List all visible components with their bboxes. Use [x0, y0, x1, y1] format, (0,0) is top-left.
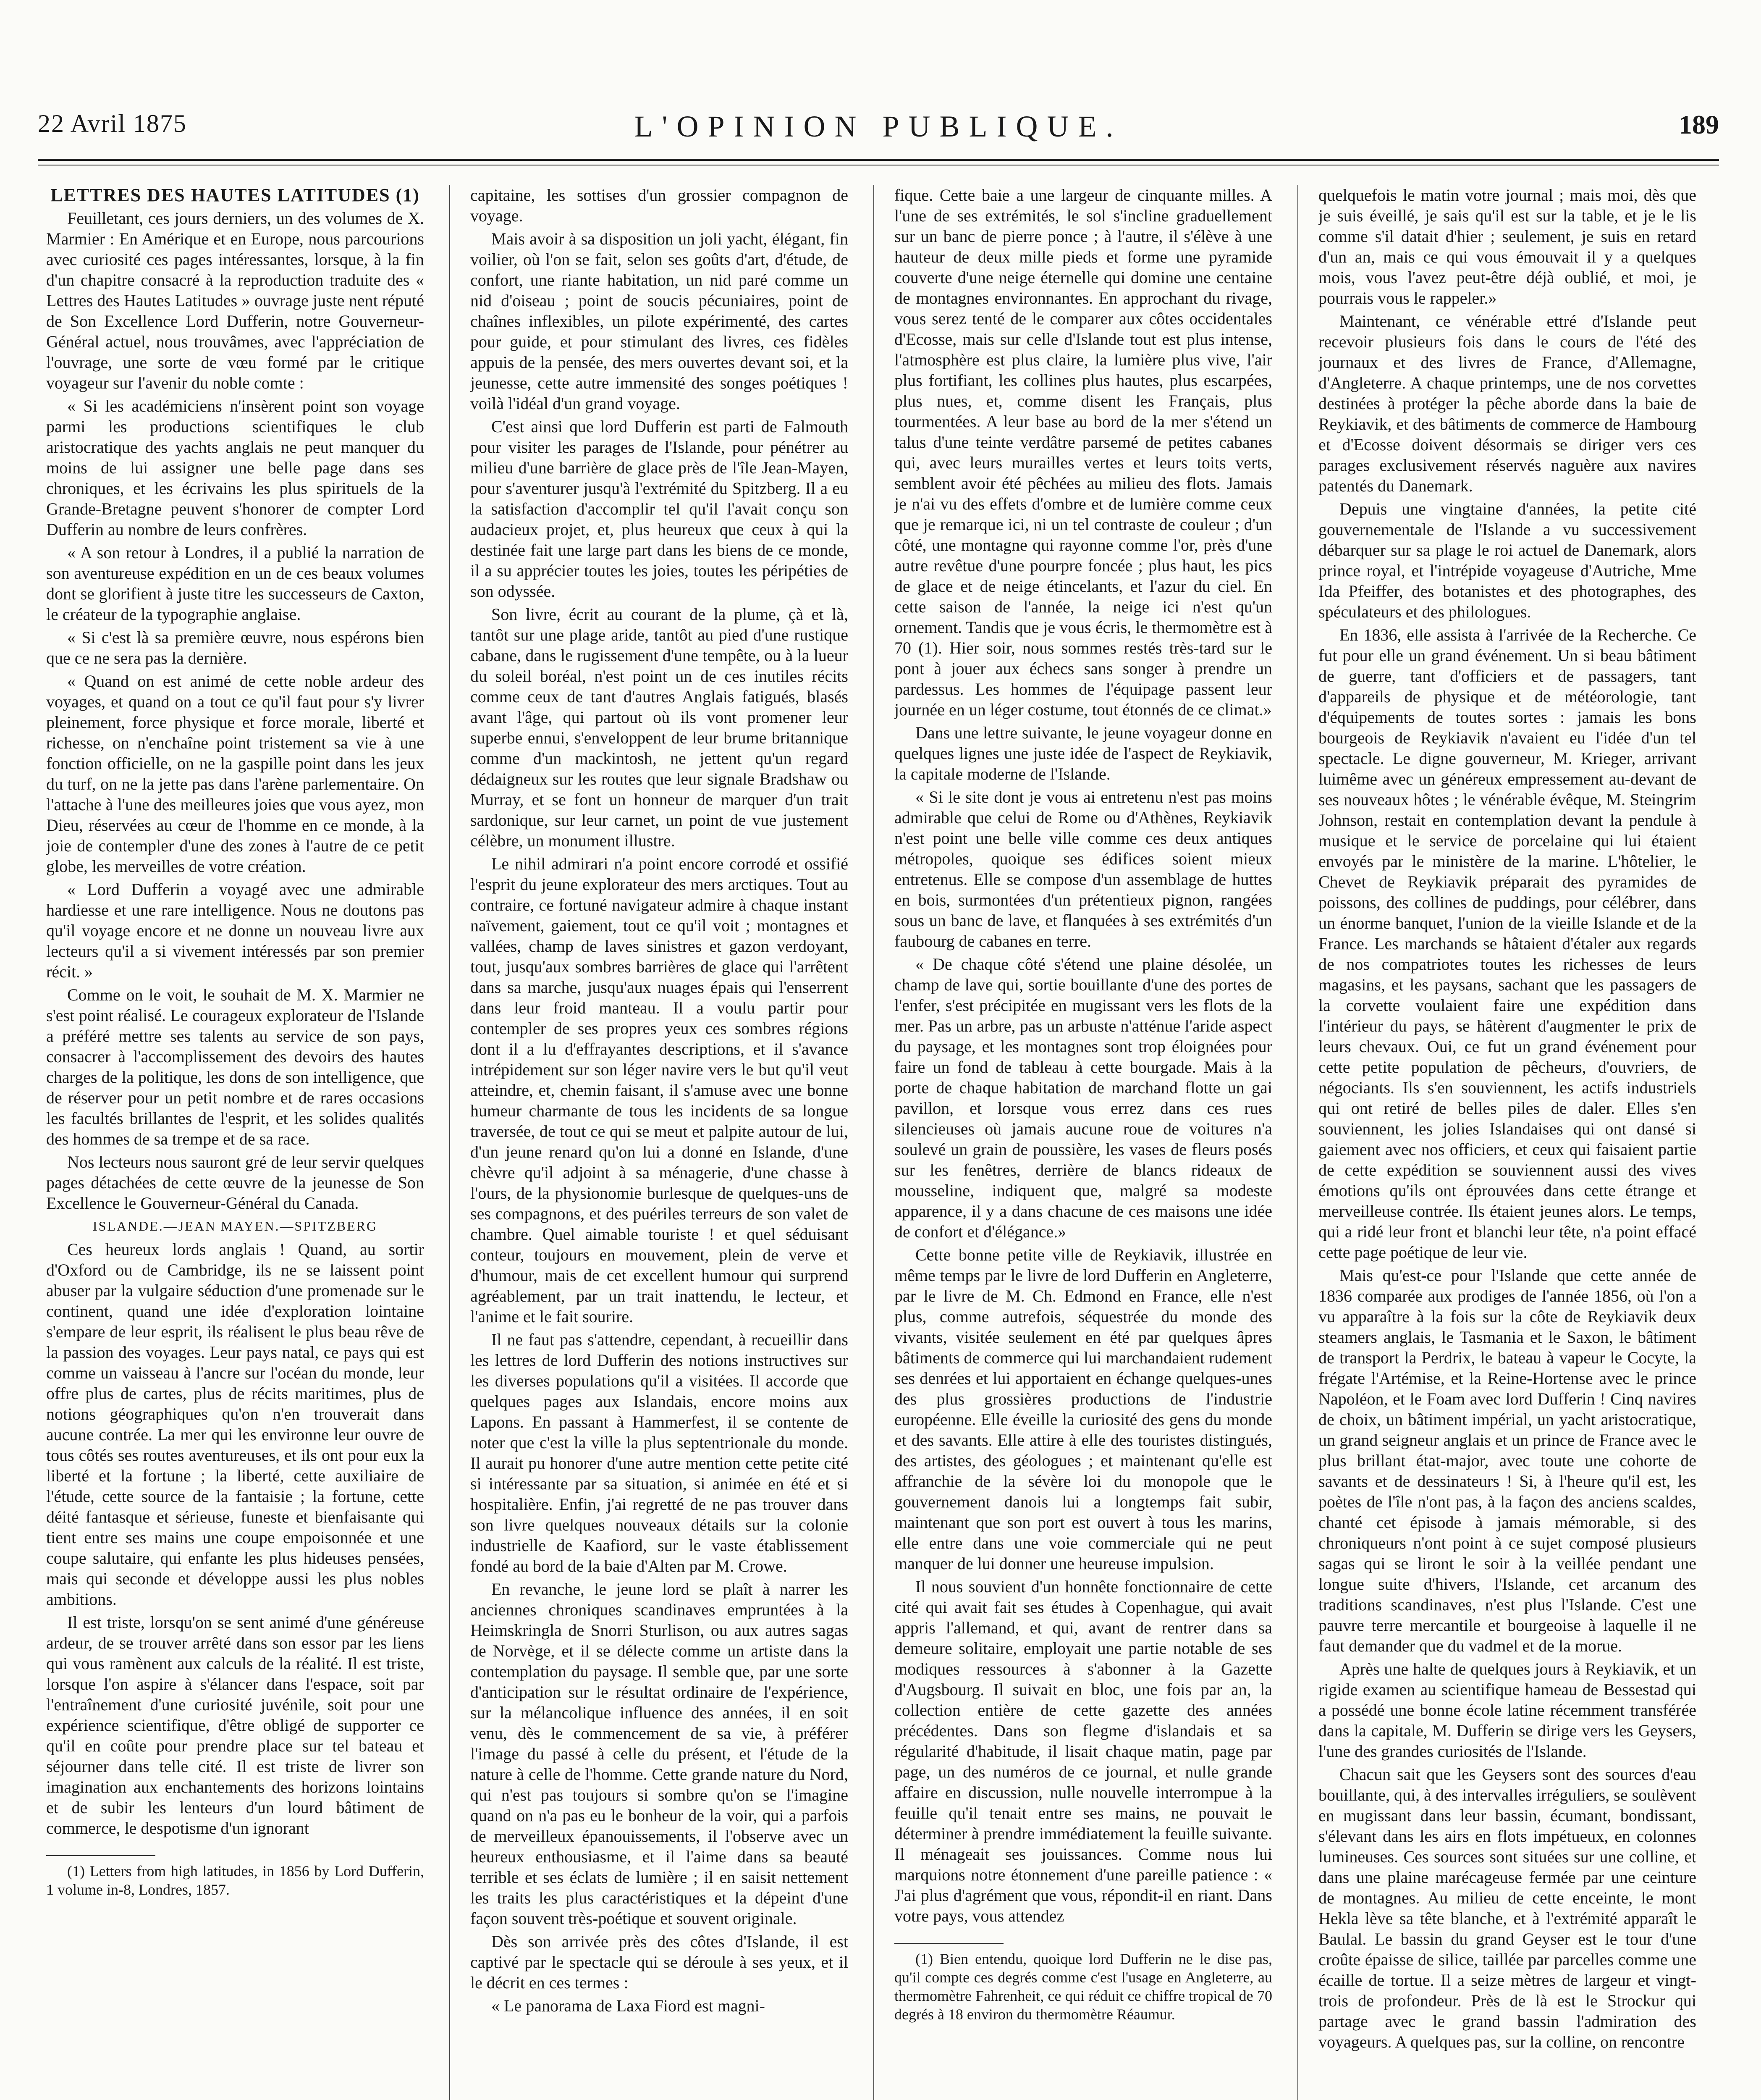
column-divider	[873, 185, 874, 2100]
issue-date: 22 Avril 1875	[38, 110, 187, 137]
paragraph: Son livre, écrit au courant de la plume, çà et là, tantôt sur une plage aride, tantôt au pied d'une rustique cabane, dans le rugissement d'une tempête, ou à la lueur du soleil boréal, n'est point un de ces inutiles récits comme ceux de tant d'autres Anglais fatigués, blasés avant l'âge, qui partout où ils vont promener leur superbe ennui, s'enveloppent de leur brume britannique comme d'un mackintosh, ne jettent qu'un regard dédaigneux sur les routes que leur signale Bradshaw ou Murray, et se font un honneur de marquer d'un trait sardonique, sur leur carnet, un point de vue justement célèbre, un monument illustre.	[470, 605, 848, 850]
column-4	[1318, 185, 1696, 2100]
paragraph: Ces heureux lords anglais ! Quand, au sortir d'Oxford ou de Cambridge, ils ne se laissent point abuser par la vulgaire séduction d'une promenade sur le continent, quand une idée d'exploration lointaine s'empare de leur esprit, ils réalisent le plus beau rêve de la passion des voyages. Leur pays natal, ce pays qui est comme un vaisseau à l'ancre sur l'océan du monde, leur offre plus de cartes, plus de récits maritimes, plus de notions géographiques qu'on n'en trouverait dans aucune contrée. La mer qui les environne leur ouvre de tous côtés ses routes aventureuses, et ils ont pour eux la liberté et la fortune ; la liberté, cette auxiliaire de l'étude, cette source de la fantaisie ; la fortune, cette déité fantasque et sérieuse, funeste et bienfaisante qui tient entre ses mains une coupe empoisonnée et une coupe salutaire, qui enfante les plus hideuses pensées, mais qui seconde et développe aussi les plus nobles ambitions.	[46, 1240, 424, 1609]
paragraph: Dans une lettre suivante, le jeune voyageur donne en quelques lignes une juste idée de l'aspect de Reykiavik, la capitale moderne de l'Islande.	[894, 723, 1272, 783]
paragraph: Il nous souvient d'un honnête fonctionnaire de cette cité qui avait fait ses études à Copenhague, qui avait appris l'allemand, et qui, avant de rentrer dans sa demeure solitaire, employait une partie notable de ses modiques ressources à s'abonner à la Gazette d'Augsbourg. Il suivait en bloc, une fois par an, la collection entière de cette gazette des années précédentes. Dans son flegme d'islandais et sa régularité d'habitude, il lisait chaque matin, page par page, un des numéros de ce journal, et nulle grande affaire en discussion, nulle nouvelle interrompue à la feuille qu'il tenait entre ses mains, ne pouvait le déterminer à prendre immédiatement la feuille suivante. Il ménageait ses jouissances. Comme nous lui marquions notre étonnement d'une pareille patience : « J'ai plus d'agrément que vous, répondit-il en riant. Dans votre pays, vous attendez	[894, 1577, 1272, 1925]
paragraph: Il ne faut pas s'attendre, cependant, à recueillir dans les lettres de lord Dufferin des notions instructives sur les diverses populations qu'il a visitées. Il accorde que quelques pages aux Islandais, encore moins aux Lapons. En passant à Hammerfest, il se contente de noter que c'est la ville la plus septentrionale du monde. Il aurait pu honorer d'une autre mention cette petite cité si intéressante par sa situation, si animée en été et si hospitalière. Enfin, j'ai regretté de ne pas trouver dans son livre quelques nouveaux détails sur la colonie industrielle de Kaafiord, sur le vaste établissement fondé au bord de la baie d'Alten par M. Crowe.	[470, 1330, 848, 1575]
paragraph: Cette bonne petite ville de Reykiavik, illustrée en même temps par le livre de lord Dufferin en Angleterre, par le livre de M. Ch. Edmond en France, elle n'est plus, comme autrefois, séquestrée du monde des vivants, visitée seulement en été par quelques âpres bâtiments de commerce qui lui marchandaient rudement ses denrées et lui apportaient en échange quelques-unes des plus grossières productions de l'industrie européenne. Elle éveille la curiosité des gens du monde et des savants. Elle attire à elle des touristes distingués, des artistes, des géologues ; et maintenant qu'elle est affranchie de la sévère loi du monopole que le gouvernement danois lui a longtemps fait subir, maintenant que son port est ouvert à tous les marins, elle entre dans une voie commerciale qui ne peut manquer de lui donner une heureuse impulsion.	[894, 1245, 1272, 1573]
column-divider	[449, 185, 450, 2100]
column-1	[46, 185, 424, 2100]
paragraph: Mais qu'est-ce pour l'Islande que cette année de 1836 comparée aux prodiges de l'année 1856, où l'on a vu apparaître à la fois sur la côte de Reykiavik deux steamers anglais, le Tasmania et le Saxon, le bâtiment de transport la Perdrix, le bateau à vapeur le Cocyte, la frégate l'Artémise, et la Reine-Hortense avec le prince Napoléon, et le Foam avec lord Dufferin ! Cinq navires de choix, un bâtiment impérial, un yacht aristocratique, un grand seigneur anglais et un prince de France avec le plus brillant état-major, avec toute une cohorte de savants et de dessinateurs ! Si, à l'heure qu'il est, les poètes de l'île n'ont pas, à la façon des anciens scaldes, chanté cet épisode à jamais mémorable, si des chroniqueurs n'ont point à ce sujet composé plusieurs sagas qui se liront le soir à la veillée pendant une longue suite d'hivers, l'Islande, cet arcanum des traditions scandinaves, n'est plus l'Islande. C'est une pauvre terre mercantile et bourgeoise à laquelle il ne faut demander que du vadmel et de la morue.	[1318, 1266, 1696, 1655]
paragraph: « Lord Dufferin a voyagé avec une admirable hardiesse et une rare intelligence. Nous ne doutons pas qu'il voyage encore et ne donne un nouveau livre aux lecteurs qu'il a si vivement intéressés par son premier récit. »	[46, 880, 424, 981]
footnote-rule	[46, 1855, 155, 1856]
header-rule-thick	[38, 159, 1719, 161]
paragraph: « Quand on est animé de cette noble ardeur des voyages, et quand on a tout ce qu'il faut pour s'y livrer pleinement, force physique et force morale, liberté et richesse, on n'enchaîne point tristement sa vie à une fonction officielle, on ne la gaspille point dans les jeux du turf, on ne la jette pas dans l'arène parlementaire. On l'attache à l'une des meilleures joies que vous ayez, mon Dieu, réservées au cœur de l'homme en ce monde, à la joie de contempler d'une des zones à l'autre de ce petit globe, les merveilles de votre création.	[46, 672, 424, 876]
paragraph: « Si c'est là sa première œuvre, nous espérons bien que ce ne sera pas la dernière.	[46, 628, 424, 667]
paragraph: quelquefois le matin votre journal ; mais moi, dès que je suis éveillé, je sais qu'il est sur la table, et je le lis comme s'il datait d'hier ; seulement, je suis en retard d'un an, mais ce qui vous émouvait il y a quelques mois, vous l'avez peut-être déjà oublié, et moi, je pourrais vous le rappeler.»	[1318, 186, 1696, 307]
paragraph: Le nihil admirari n'a point encore corrodé et ossifié l'esprit du jeune explorateur des mers arctiques. Tout au contraire, ce fortuné navigateur admire à chaque instant naïvement, gaiement, tout ce qu'il voit ; montagnes et vallées, champ de laves sinistres et gazon verdoyant, tout, jusqu'aux sombres barrières de glace qui l'arrêtent dans sa marche, jusqu'aux nuages épais qui l'enserrent dans leur froid manteau. Il a voulu partir pour contempler de ses propres yeux ces sombres régions dont il a lu d'effrayantes descriptions, et il s'avance intrépidement sur son léger navire vers le but qu'il veut atteindre, et, chemin faisant, il s'amuse avec une bonne humeur charmante de tous les incidents de sa longue traversée, de tout ce qui se meut et palpite autour de lui, d'un jeune renard qu'on lui a donné en Islande, d'une chèvre qu'il adjoint à sa ménagerie, d'une chasse à l'ours, de la physionomie burlesque de quelques-uns de ses compagnons, et des puériles terreurs de son valet de chambre. Quel aimable touriste ! et quel séduisant conteur, toujours en mouvement, plein de verve et d'humour, mais de cet excellent humour qui surprend agréablement, par un trait inattendu, le lecteur, et l'anime et le fait sourire.	[470, 854, 848, 1326]
paragraph: Chacun sait que les Geysers sont des sources d'eau bouillante, qui, à des intervalles irréguliers, se soulèvent en mugissant dans leur bassin, écumant, bondissant, s'élevant dans les airs en flots impétueux, en colonnes lumineuses. Ces sources sont situées sur une colline, et dans une plaine marécageuse fermée par une ceinture de montagnes. Au milieu de cette enceinte, le mont Hekla lève sa tête blanche, et à l'extrémité apparaît le Baulal. Le bassin du grand Geyser est le tour d'une croûte épaisse de silice, taillée par parcelles comme une écaille de tortue. Il a seize mètres de largeur et vingt-trois de profondeur. Près de là est le Strockur qui partage avec le grand bassin l'admiration des voyageurs. A quelques pas, sur la colline, on rencontre	[1318, 1765, 1696, 2051]
page-number: 189	[1679, 110, 1719, 139]
paragraph: Mais avoir à sa disposition un joli yacht, élégant, fin voilier, où l'on se fait, selon ses goûts d'art, d'étude, de confort, une riante habitation, un nid paré comme un nid d'oiseau ; point de soucis pécuniaires, point de chaînes inflexibles, un pilote expérimenté, des cartes pour guide, et pour stimulant des livres, ces fidèles appuis de la pensée, des mers ouvertes devant soi, et la jeunesse, cette autre immensité des songes poétiques ! voilà l'idéal d'un grand voyage.	[470, 229, 848, 413]
masthead-title: L'OPINION PUBLIQUE.	[634, 110, 1123, 143]
paragraph: capitaine, les sottises d'un grossier compagnon de voyage.	[470, 186, 848, 225]
paragraph: fique. Cette baie a une largeur de cinquante milles. A l'une de ses extrémités, le sol s'incline graduellement sur un banc de pierre ponce ; à l'autre, il s'élève à une hauteur de deux mille pieds et forme une pyramide couverte d'une neige éternelle qui domine une centaine de montagnes environnantes. En approchant du rivage, vous serez tenté de le comparer aux côtes occidentales d'Ecosse, mais sur celle d'Islande tout est plus intense, l'atmosphère est plus claire, la lumière plus vive, l'air plus fortifiant, les collines plus hautes, plus escarpées, plus nues, et, comme disent les Français, plus tourmentées. A leur base au bord de la mer s'étend un talus d'une teinte verdâtre parsemé de petites cabanes qui, avec leurs murailles vertes et leurs toits verts, semblent avoir été pêchées au milieu des flots. Jamais je n'ai vu des effets d'ombre et de lumière comme ceux que je remarque ici, ni un tel contraste de couleur ; d'un côté, une montagne qui rayonne comme l'or, près d'une autre revêtue d'une pourpre foncée ; plus haut, les pics de glace et de neige étincelants, et l'azur du ciel. En cette saison de l'année, la neige ici n'est qu'un ornement. Tandis que je vous écris, le thermomètre est à 70 (1). Hier soir, nous sommes restés très-tard sur le pont à jouer aux échecs sans songer à prendre un pardessus. Les hommes de l'équipage passent leur journée en un léger costume, tout étonnés de ce climat.»	[894, 186, 1272, 719]
column-3	[894, 185, 1272, 2100]
section-subhead: ISLANDE.—JEAN MAYEN.—SPITZBERG	[92, 1218, 378, 1234]
page-header	[38, 109, 1719, 155]
paragraph: Comme on le voit, le souhait de M. X. Marmier ne s'est point réalisé. Le courageux explorateur de l'Islande a préféré mettre ses talents au service de son pays, consacrer à l'accomplissement des devoirs des hautes charges de la politique, les dons de son intelligence, que de réserver pour un petit nombre et de rares occasions les facultés brillantes de l'esprit, et les solides qualités des hommes de sa trempe et de sa race.	[46, 985, 424, 1148]
footnote: (1) Letters from high latitudes, in 1856 by Lord Dufferin, 1 volume in-8, Londres, 1857.	[46, 1863, 424, 1898]
paragraph: « A son retour à Londres, il a publié la narration de son aventureuse expédition en un de ces beaux volumes dont se glorifient à juste titre les successeurs de Caxton, le créateur de la typographie anglaise.	[46, 543, 424, 624]
paragraph: Après une halte de quelques jours à Reykiavik, et un rigide examen au scientifique hameau de Bessestad qui a possédé une bonne école latine récemment transférée dans la capitale, M. Dufferin se dirige vers les Geysers, l'une des grandes curiosités de l'Islande.	[1318, 1659, 1696, 1761]
column-divider	[1297, 185, 1298, 2100]
paragraph: Nos lecteurs nous sauront gré de leur servir quelques pages détachées de cette œuvre de la jeunesse de Son Excellence le Gouverneur-Général du Canada.	[46, 1152, 424, 1213]
paragraph: Dès son arrivée près des côtes d'Islande, il est captivé par le spectacle qui se déroule à ses yeux, et il le décrit en ces termes :	[470, 1932, 848, 1992]
paragraph: En 1836, elle assista à l'arrivée de la Recherche. Ce fut pour elle un grand événement. Un si beau bâtiment de guerre, tant d'officiers et de passagers, tant d'appareils de physique et de météorologie, tant d'équipements de toutes sortes : jamais les bons bourgeois de Reykiavik n'avaient eu l'idée d'un tel spectacle. Le digne gouverneur, M. Krieger, arrivant luimême avec un généreux empressement au-devant de ses nouveaux hôtes ; le vénérable évêque, M. Steingrim Johnson, restait en contemplation devant la pendule à musique et le service de porcelaine qui lui étaient envoyés par le ministère de la marine. L'hôtelier, le Chevet de Reykiavik préparait des pyramides de poissons, des collines de puddings, pour célébrer, dans un énorme banquet, l'union de la vieille Islande et de la France. Les marchands se hâtaient d'étaler aux regards de nos compatriotes toutes les richesses de leurs magasins, et les paysans, sachant que les passagers de la corvette voulaient faire une expédition dans l'intérieur du pays, se hâtèrent d'augmenter le prix de leurs chevaux. Oui, ce fut un grand événement pour cette petite population de pêcheurs, d'ouvriers, de négociants. Ils s'en souviennent, les actifs industriels qui ont retiré de belles piles de daler. Elles s'en souviennent, les jolies Islandaises qui ont dansé si gaiement avec nos officiers, et ceux qui faisaient partie de cette expédition se souviennent aussi des vives émotions qu'ils ont éprouvées dans cette étrange et merveilleuse contrée. Ils étaient jeunes alors. Le temps, qui a ridé leur front et blanchi leur tête, n'a point effacé cette page poétique de leur vie.	[1318, 625, 1696, 1262]
column-2	[470, 185, 848, 2100]
footnote-rule	[894, 1943, 1004, 1944]
paragraph: « Si le site dont je vous ai entretenu n'est pas moins admirable que celui de Rome ou d'Athènes, Reykiavik n'est point une belle ville comme ces deux antiques métropoles, quoique ses édifices soient mieux entretenus. Elle se compose d'un assemblage de huttes en bois, surmontées d'un prétentieux pignon, rangées sous un banc de lave, et flanquées à ses extrémités d'un faubourg de cabanes en terre.	[894, 788, 1272, 950]
paragraph: En revanche, le jeune lord se plaît à narrer les anciennes chroniques scandinaves empruntées à la Heimskringla de Snorri Sturlison, ou aux autres sagas de Norvège, et il se délecte comme un artiste dans la contemplation du paysage. Il semble que, par une sorte d'anticipation sur le résultat ordinaire de l'expérience, sur la mélancolique influence des années, il en soit venu, dès le commencement de sa vie, à préférer l'image du passé à celle du présent, et l'étude de la nature à celle de l'homme. Cette grande nature du Nord, qui n'est pas toujours si sombre qu'on se l'imagine quand on n'a pas eu le bonheur de la voir, qui a parfois de merveilleux épanouissements, il l'observe avec un heureux enthousiasme, et il l'aime dans sa beauté terrible et ses éclats de lumière ; il en saisit nettement les traits les plus caractéristiques et la dépeint d'une façon souvent très-poétique et souvent originale.	[470, 1580, 848, 1928]
paragraph: « De chaque côté s'étend une plaine désolée, un champ de lave qui, sortie bouillante d'une des portes de l'enfer, s'est précipitée en mugissant vers les flots de la mer. Pas un arbre, pas un arbuste n'atténue l'aride aspect du paysage, et les montagnes sont trop éloignées pour faire un fond de tableau à cette bourgade. Mais à la porte de chaque habitation de marchand flotte un gai pavillon, et lorsque vous errez dans ces rues silencieuses où jamais aucune roue de voitures n'a soulevé un grain de poussière, les vases de fleurs posés sur les fenêtres, derrière de blancs rideaux de mousseline, indiquent que, malgré sa modeste apparence, il y a dans chacune de ces maisons une idée de confort et d'élégance.»	[894, 955, 1272, 1241]
footnote: (1) Bien entendu, quoique lord Dufferin ne le dise pas, qu'il compte ces degrés comme c'est l'usage en Angleterre, au thermomètre Fahrenheit, ce qui réduit ce chiffre tropical de 70 degrés à 18 environ du thermomètre Réaumur.	[894, 1950, 1272, 2023]
paragraph: « Si les académiciens n'insèrent point son voyage parmi les productions scientifiques le club aristocratique des yachts anglais ne peut manquer du moins de lui assigner une belle page dans ses chroniques, et les écrivains les plus spirituels de la Grande-Bretagne peuvent s'honorer de compter Lord Dufferin au nombre de leurs confrères.	[46, 396, 424, 539]
article-title: LETTRES DES HAUTES LATITUDES (1)	[50, 185, 420, 205]
paragraph: Maintenant, ce vénérable ettré d'Islande peut recevoir plusieurs fois dans le cours de l'été des journaux et des livres de France, d'Allemagne, d'Angleterre. A chaque printemps, une de nos corvettes destinées à protéger la pêche aborde dans la baie de Reykiavik, et des bâtiments de commerce de Hambourg et d'Ecosse doivent désormais se diriger vers ces parages exclusivement réservés naguère aux navires patentés du Danemark.	[1318, 312, 1696, 495]
paragraph: Feuilletant, ces jours derniers, un des volumes de X. Marmier : En Amérique et en Europe, nous parcourions avec curiosité ces pages intéressantes, lorsque, à la fin d'un chapitre consacré à la reproduction traduite des « Lettres des Hautes Latitudes » ouvrage juste nent réputé de Son Excellence Lord Dufferin, notre Gouverneur-Général actuel, nous trouvâmes, avec l'appréciation de l'ouvrage, une sorte de vœu formé par le critique voyageur sur l'avenir du noble comte :	[46, 209, 424, 392]
paragraph: « Le panorama de Laxa Fiord est magni-	[491, 1996, 765, 2015]
paragraph: Depuis une vingtaine d'années, la petite cité gouvernementale de l'Islande a vu successivement débarquer sur sa plage le roi actuel de Danemark, alors prince royal, et l'intrépide voyageuse d'Autriche, Mme Ida Pfeiffer, des botanistes et des photographes, des spéculateurs et des philologues.	[1318, 499, 1696, 621]
paragraph: C'est ainsi que lord Dufferin est parti de Falmouth pour visiter les parages de l'Islande, pour pénétrer au milieu d'une barrière de glace près de l'île Jean-Mayen, pour s'aventurer jusqu'à l'extrémité du Spitzberg. Il a eu la satisfaction d'accomplir tel qu'il l'avait conçu son audacieux projet, et, plus heureux que ceux à qui la destinée fait une large part dans les biens de ce monde, il a su apprécier toutes les joies, toutes les péripéties de son odyssée.	[470, 417, 848, 601]
paragraph: Il est triste, lorsqu'on se sent animé d'une généreuse ardeur, de se trouver arrêté dans son essor par les liens qui vous ramènent aux calculs de la réalité. Il est triste, lorsque l'on aspire à s'élancer dans l'espace, soit par l'entraînement d'une curiosité juvénile, soit pour une expérience scientifique, d'être obligé de supporter ce qu'il en coûte pour prendre place sur tel bateau et séjourner dans telle cité. Il est triste de livrer son imagination aux enchantements des horizons lointains et de subir les lenteurs d'un lourd bâtiment de commerce, le despotisme d'un ignorant	[46, 1613, 424, 1838]
